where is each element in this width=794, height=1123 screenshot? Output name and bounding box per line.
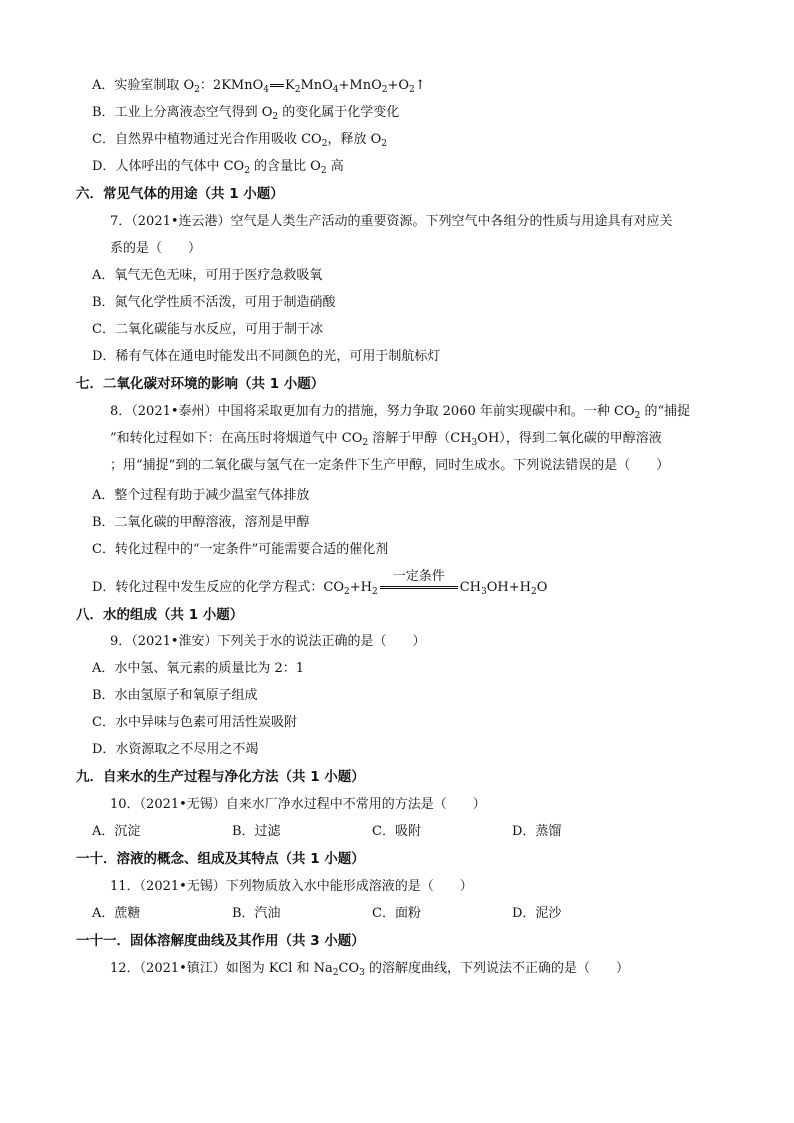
q11-option-a: A．蔗糖 (92, 906, 141, 921)
question-8-stem-cont-1: ”和转化过程如下：在高压时将烟道气中 $CO_2$ 溶解于甲醇$(CH_3OH)$，得到二氧化碳的甲醇溶液 (110, 431, 662, 448)
equation-equals-sign (270, 78, 284, 87)
question-8-stem: 8．（2021•泰州）中国将采取更加有力的措施，努力争取 2060 年前实现碳中和。一种 $CO_2$ 的“捕捉 (110, 404, 691, 421)
q8-option-d-equation: D．转化过程中发生反应的化学方程式：$CO_2+H_2$ 一定条件 $CH_3OH+H_2O$ (92, 569, 548, 597)
question-9-stem: 9．（2021•淮安）下列关于水的说法正确的是（ ） (110, 634, 426, 649)
q7-option-d: D．稀有气体在通电时能发出不同颜色的光，可用于制航标灯 (92, 349, 441, 364)
q8-option-a: A．整个过程有助于减少温室气体排放 (92, 488, 310, 503)
q8-option-c: C．转化过程中的“一定条件”可能需要合适的催化剂 (92, 542, 389, 557)
section-heading-8: 八．水的组成（共 1 小题） (76, 607, 244, 623)
section-heading-9: 九．自来水的生产过程与净化方法（共 1 小题） (76, 769, 365, 785)
q9-option-c: C．水中异味与色素可用活性炭吸附 (92, 715, 297, 730)
q10-option-d: D．蒸馏 (512, 824, 562, 839)
q7-option-c: C．二氧化碳能与水反应，可用于制干冰 (92, 322, 323, 337)
q9-option-d: D．水资源取之不尽用之不竭 (92, 742, 259, 757)
q10-option-c: C．吸附 (372, 824, 421, 839)
q8-option-b: B．二氧化碳的甲醇溶液，溶剂是甲醇 (92, 515, 310, 530)
q7-option-a: A．氧气无色无味，可用于医疗急救吸氧 (92, 268, 323, 283)
q10-option-b: B．过滤 (232, 824, 281, 839)
question-7-stem: 7．（2021•连云港）空气是人类生产活动的重要资源。下列空气中各组分的性质与用途具有对应关 (110, 214, 673, 229)
option-c-photosynthesis: C．自然界中植物通过光合作用吸收 $CO_2$，释放 $O_2$ (92, 132, 387, 149)
q11-option-b: B．汽油 (232, 906, 281, 921)
option-a-kmno4: A．实验室制取 $O_2$：2KMnO$_4$ $K_2MnO_4+MnO_2+O_2↑$ (92, 78, 426, 95)
q11-options-row (92, 905, 652, 923)
section-heading-7: 七．二氧化碳对环境的影响（共 1 小题） (76, 376, 325, 392)
question-8-stem-cont-2: ；用“捕捉”到的二氧化碳与氢气在一定条件下生产甲醇，同时生成水。下列说法错误的是（ ） (110, 458, 670, 473)
q7-option-b: B．氮气化学性质不活泼，可用于制造硝酸 (92, 295, 336, 310)
q11-option-d: D．泥沙 (512, 906, 562, 921)
reaction-condition-arrow: 一定条件 (378, 578, 460, 597)
q10-options-row (92, 823, 652, 841)
option-b-liquid-air: B．工业上分离液态空气得到 $O_2$ 的变化属于化学变化 (92, 105, 400, 122)
section-heading-11: 一十一．固体溶解度曲线及其作用（共 3 小题） (76, 933, 365, 949)
q10-option-a: A．沉淀 (92, 824, 141, 839)
section-heading-6: 六．常见气体的用途（共 1 小题） (76, 186, 284, 202)
section-heading-10: 一十．溶液的概念、组成及其特点（共 1 小题） (76, 851, 365, 867)
question-12-stem: 12．（2021•镇江）如图为 KCl 和 $Na_2CO_3$ 的溶解度曲线，下列说法不正确的是（ ） (110, 961, 630, 978)
option-d-exhaled-gas: D．人体呼出的气体中 $CO_2$ 的含量比 $O_2$ 高 (92, 159, 344, 176)
question-10-stem: 10．（2021•无锡）自来水厂净水过程中不常用的方法是（ ） (110, 797, 486, 812)
q9-option-b: B．水由氢原子和氧原子组成 (92, 688, 258, 703)
question-11-stem: 11．（2021•无锡）下列物质放入水中能形成溶液的是（ ） (110, 879, 473, 894)
q11-option-c: C．面粉 (372, 906, 421, 921)
question-7-stem-cont: 系的是（ ） (110, 241, 202, 256)
q9-option-a: A．水中氢、氧元素的质量比为 2：1 (92, 661, 305, 676)
